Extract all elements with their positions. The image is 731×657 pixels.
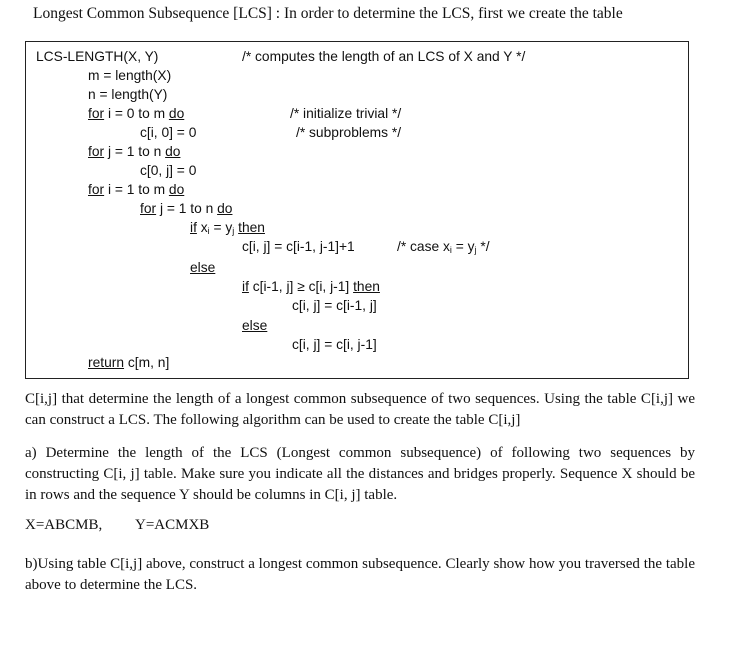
code-keyword: do xyxy=(217,201,233,216)
code-header-comment: /* computes the length of an LCS of X and Y */ xyxy=(242,49,526,64)
code-subscript: j xyxy=(232,226,235,236)
code-keyword: for xyxy=(88,182,105,197)
code-keyword: then xyxy=(353,279,380,294)
code-text: j = 1 to n xyxy=(156,201,218,216)
code-else-inner xyxy=(242,318,267,333)
code-assign-c0j: c[0, j] = 0 xyxy=(140,163,197,178)
code-if-match xyxy=(190,220,265,236)
code-keyword: do xyxy=(168,106,185,121)
code-keyword: if xyxy=(190,220,197,235)
code-for-i-main xyxy=(88,182,184,197)
code-text: i = 1 to m xyxy=(104,182,169,197)
code-keyword: do xyxy=(165,144,181,159)
code-keyword: for xyxy=(88,144,105,159)
code-for-i-init xyxy=(88,106,184,121)
code-if-compare xyxy=(242,279,380,294)
code-text: i = 0 to m xyxy=(104,106,169,121)
sequence-x: X=ABCMB, xyxy=(25,517,103,533)
code-for-j-main xyxy=(140,201,232,216)
code-assign-up: c[i, j] = c[i-1, j] xyxy=(292,298,377,313)
code-subscript: i xyxy=(449,245,452,255)
code-header-function: LCS-LENGTH(X, Y) xyxy=(36,49,159,64)
code-text: c[i-1, j] ≥ c[i, j-1] xyxy=(248,279,354,294)
code-text: x xyxy=(196,220,208,235)
intro-text: Longest Common Subsequence [LCS] : In order to determine the LCS, first we create the table xyxy=(33,5,623,22)
code-return xyxy=(88,355,169,370)
code-text: = y xyxy=(451,239,475,254)
code-text: j = 1 to n xyxy=(104,144,166,159)
paragraph-description: C[i,j] that determine the length of a longest common subsequence of two sequences. Using the table C[i,j] we can construct a LCS. The following algorithm can be used to create the table C[i,j] xyxy=(25,391,695,428)
code-keyword: else xyxy=(190,260,216,275)
code-keyword: else xyxy=(242,318,268,333)
question-b: b)Using table C[i,j] above, construct a longest common subsequence. Clearly show how you traversed the table above to determine the LCS. xyxy=(25,556,695,593)
code-subscript: i xyxy=(207,226,210,236)
code-text: /* case x xyxy=(397,239,450,254)
code-subscript: j xyxy=(474,245,477,255)
code-for-j-init xyxy=(88,144,180,159)
code-keyword: for xyxy=(140,201,157,216)
code-text: c[m, n] xyxy=(124,355,170,370)
code-comment-subproblems: /* subproblems */ xyxy=(296,125,402,140)
code-keyword: then xyxy=(238,220,265,235)
code-assign-left: c[i, j] = c[i, j-1] xyxy=(292,337,377,352)
code-text: = y xyxy=(209,220,233,235)
code-line-n: n = length(Y) xyxy=(88,87,168,102)
sequence-y: Y=ACMXB xyxy=(135,517,210,533)
code-else-outer xyxy=(190,260,215,275)
code-keyword: do xyxy=(168,182,185,197)
code-comment-initialize: /* initialize trivial */ xyxy=(290,106,402,121)
code-keyword: for xyxy=(88,106,105,121)
code-assign-diagonal: c[i, j] = c[i-1, j-1]+1 xyxy=(242,239,355,254)
code-line-m: m = length(X) xyxy=(88,68,172,83)
code-text: */ xyxy=(476,239,490,254)
code-comment-case xyxy=(397,239,490,255)
code-assign-ci0: c[i, 0] = 0 xyxy=(140,125,197,140)
code-keyword: return xyxy=(88,355,125,370)
question-a: a) Determine the length of the LCS (Longest common subsequence) of following two sequences by constructing C[i, j] table. Make sure you indicate all the distances and bridges properly. Sequence X should be in rows and the sequence Y should be columns in C[i, j] table. xyxy=(25,445,695,503)
code-keyword: if xyxy=(242,279,249,294)
